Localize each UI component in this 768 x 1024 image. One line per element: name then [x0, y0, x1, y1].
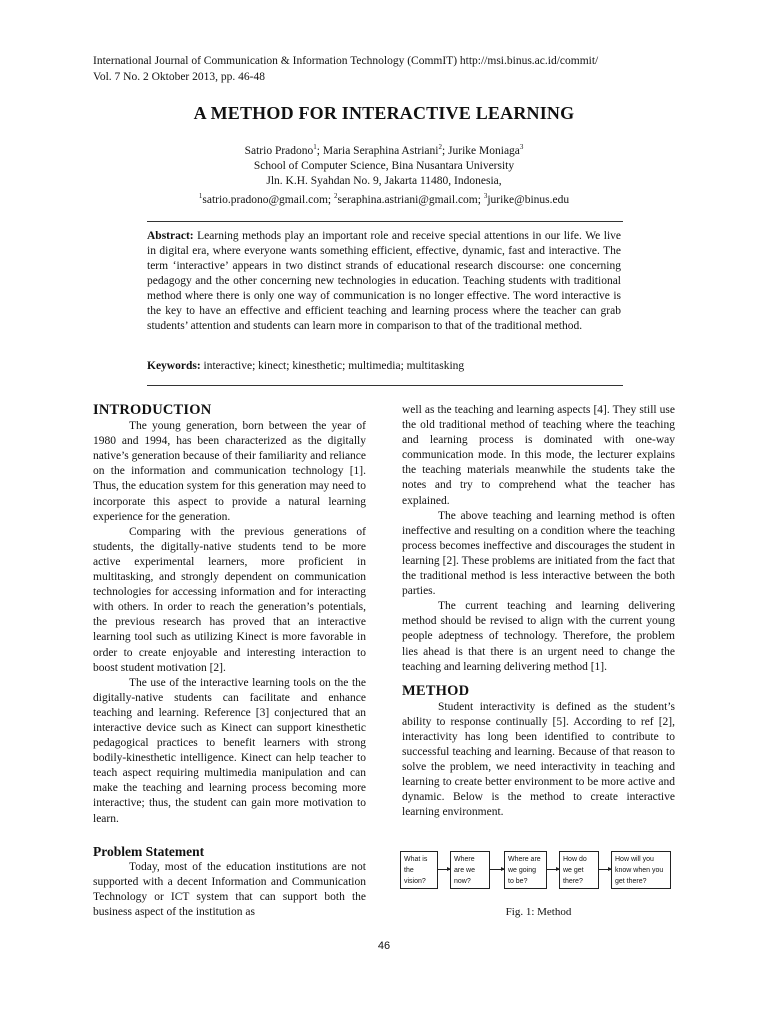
abstract-text: Learning methods play an important role and receive special attentions in our life. We live in digital era, where everyone wants something efficient, effective, dynamic, fast and interactive. The term ‘interactive’ appears in two distinct strands of educational research discourse: one concerning pedagogy and the other concerning new technologies in education. Teaching students with traditional method where there is only one way of communication is no longer effective. The word interactive is the key to have an effective and efficient teaching and learning process where the teacher can grab students’ attention and students can learn more in comparison to that of the traditional method. [147, 230, 621, 332]
header-journal-line: International Journal of Communication & Information Technology (CommIT) http://msi.binus.ac.id/commit/ [93, 55, 599, 67]
keywords [147, 360, 621, 372]
flow-arrow [438, 869, 450, 870]
flow-arrow [490, 869, 504, 870]
author-1-sup: 1 [313, 143, 317, 151]
abstract-bottom-rule [147, 385, 623, 386]
flow-step-now: Where are we now? [450, 851, 490, 889]
right-column [402, 403, 675, 821]
flow-arrow [547, 869, 559, 870]
paper-title: A METHOD FOR INTERACTIVE LEARNING [193, 103, 575, 123]
flow-step-going: Where are we going to be? [504, 851, 547, 889]
email-3-sup: 3 [483, 191, 488, 200]
flow-step-know: How will you know when you get there? [611, 851, 671, 889]
flow-step-get-there: How do we get there? [559, 851, 599, 889]
author-3-sup: 3 [519, 143, 524, 151]
author-1: Satrio Pradono [244, 144, 314, 157]
abstract-label: Abstract: [147, 230, 194, 242]
flow-step-vision: What is the vision? [400, 851, 438, 889]
paragraph: well as the teaching and learning aspects [4]. They still use the old traditional method of teaching where the teaching and learning process is dominated with one-way communication mode. In this mode, the lecturer explains the teaching materials meanwhile the students take the notes and try to comprehend what the teacher has explained. [402, 404, 675, 507]
paragraph: Today, most of the education institutions are not supported with a decent Information and Communication Technology or ICT system that can support both the business aspect of the institution as [93, 860, 366, 918]
flow-arrow [599, 869, 611, 870]
author-block [0, 140, 768, 208]
paragraph: The use of the interactive learning tools on the the digitally-native students can facilitate and enhance teaching and learning. Reference [3] conjectured that an interactive device such as Kinect can support kinesthetic pedagogical practices to benefit learners with strong bodily-kinesthetic intelligence. Kinect can help teacher to teach aspect requiring multimedia manipulation and can make the teaching and learning process becoming more interactive; thus, the student can gain more motivation to learn. [93, 676, 366, 825]
email-2: seraphina.astriani@gmail.com; [337, 193, 484, 206]
keywords-text: interactive; kinect; kinesthetic; multimedia; multitasking [200, 360, 465, 372]
paragraph: Comparing with the previous generations of students, the digitally-native students tend to be more active experimental learners, more proficient in multitasking, and strongly dependent on communication technologies for accessing information and for interacting with others. In order to reach the generation’s potentials, the previous research has proved that an interactive learning tool such as utilizing Kinect is more favorable in order to create enjoyable and interesting interaction to boost student motivation [2]. [93, 525, 366, 674]
left-column [93, 403, 366, 920]
introduction-heading: INTRODUCTION [93, 402, 212, 418]
problem-statement-heading: Problem Statement [93, 843, 205, 859]
abstract [147, 229, 621, 334]
method-flow-diagram [400, 851, 675, 891]
abstract-top-rule [147, 221, 623, 222]
author-2-sup: 2 [438, 143, 442, 151]
page-number: 46 [377, 940, 391, 952]
author-2: ; Maria Seraphina Astriani [316, 144, 439, 157]
author-names [0, 140, 768, 159]
figure-caption: Fig. 1: Method [505, 906, 572, 918]
email-3: jurike@binus.edu [487, 193, 570, 206]
email-1: satrio.pradono@gmail.com; [202, 193, 334, 206]
author-3: ; Jurike Moniaga [441, 144, 520, 157]
journal-header [93, 54, 693, 85]
affiliation-school: School of Computer Science, Bina Nusantara University [253, 159, 515, 172]
paragraph: Student interactivity is defined as the student’s ability to response continually [5]. According to ref [2], interactivity has long been identified to contribute to successful teaching and learning. Because of that reason to solve the problem, we need interactivity in teaching and learning to create better environment to be more active and dynamic. Below is the method to create interactive learning environment. [402, 700, 675, 819]
keywords-label: Keywords: [147, 360, 201, 372]
affiliation-address: Jln. K.H. Syahdan No. 9, Jakarta 11480, Indonesia, [266, 174, 502, 187]
paragraph: The young generation, born between the year of 1980 and 1994, has been characterized as the digitally native’s generation because of their familiarity and reliance on the information and communication technology [1]. Thus, the education system for this generation may need to incorporate this aspect to provide a natural learning experience for the generation. [93, 420, 367, 523]
email-2-sup: 2 [334, 191, 338, 200]
author-emails [0, 189, 768, 208]
header-volume-line: Vol. 7 No. 2 Oktober 2013, pp. 46-48 [93, 70, 265, 83]
paragraph: The current teaching and learning delivering method should be revised to align with the current young people adeptness of technology. Therefore, the problem lies ahead is that there is an urgent need to change the teaching and learning delivering method [1]. [402, 600, 675, 673]
paragraph: The above teaching and learning method is often ineffective and resulting on a condition where the teaching process becomes ineffective and discourages the student in learning [2]. These problems are initiated from the fact that the traditional method is less interactive between the both parties. [402, 509, 675, 598]
method-heading: METHOD [402, 682, 470, 699]
email-1-sup: 1 [198, 191, 203, 200]
